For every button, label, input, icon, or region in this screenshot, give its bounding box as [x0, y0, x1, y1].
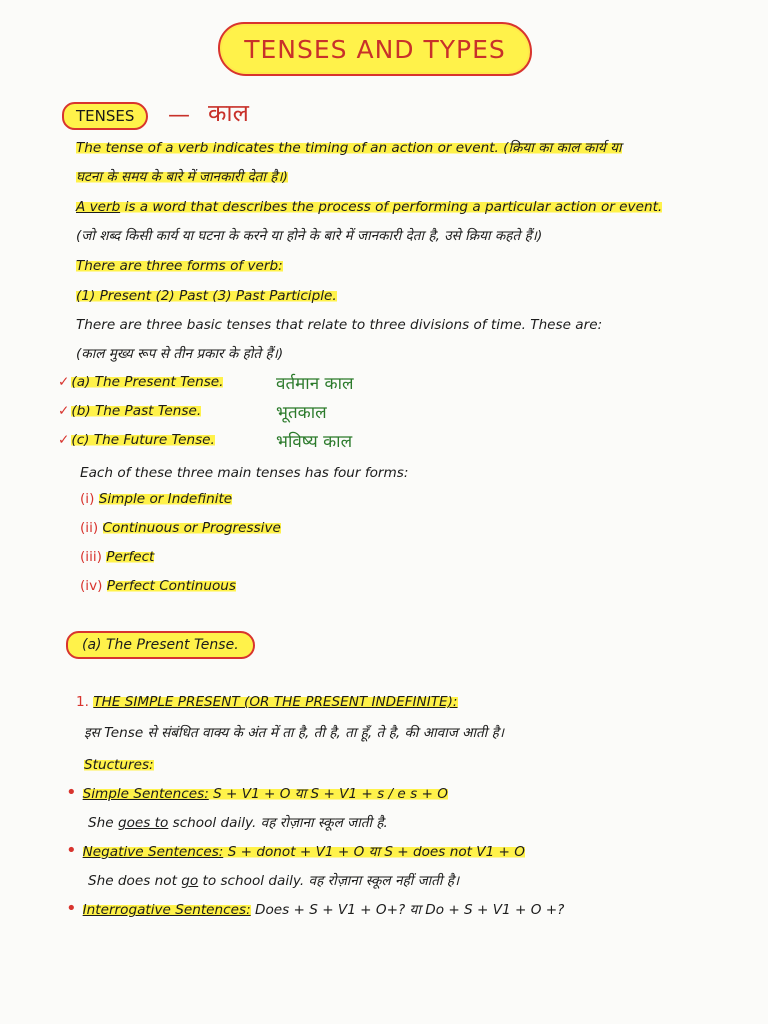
verb-definition-line-2: (जो शब्द किसी कार्य या घटना के करने या होने के बारे में जानकारी देता है, उसे क्रिया कहते हैं।) — [76, 228, 543, 244]
simple-present-hindi: इस Tense से संबंधित वाक्य के अंत में ता है, ती है, ता हूँ, ते है, की आवाज आती है। — [84, 725, 504, 741]
tenses-heading: TENSES — [62, 102, 148, 130]
tense-item-present: ✓ (a) The Present Tense. — [58, 374, 224, 390]
simple-present-heading: 1. THE SIMPLE PRESENT (OR THE PRESENT INDEFINITE): — [76, 694, 458, 710]
tense-item-future: ✓ (c) The Future Tense. — [58, 432, 215, 448]
basic-tenses-line: There are three basic tenses that relate to three divisions of time. These are: — [76, 317, 603, 333]
tense-hindi-present: वर्तमान काल — [276, 374, 354, 394]
form-item-perfect-continuous: (iv) Perfect Continuous — [80, 578, 236, 594]
interrogative-sentences-row: • Interrogative Sentences: Does + S + V1 + O+? या Do + S + V1 + O +? — [66, 898, 565, 919]
tenses-hindi: काल — [208, 99, 249, 127]
forms-heading: Each of these three main tenses has four forms: — [80, 465, 409, 481]
structures-label: Stuctures: — [84, 757, 154, 773]
example-simple: She goes to school daily. वह रोज़ाना स्कूल जाती है. — [88, 815, 388, 831]
tense-hindi-past: भूतकाल — [276, 403, 327, 423]
tense-hindi-future: भविष्य काल — [276, 432, 353, 452]
form-item-continuous: (ii) Continuous or Progressive — [80, 520, 281, 536]
example-negative: She does not go to school daily. वह रोज़ाना स्कूल नहीं जाती है। — [88, 873, 460, 889]
present-tense-heading: (a) The Present Tense. — [66, 631, 255, 659]
definition-line-2: घटना के समय के बारे में जानकारी देता है।) — [76, 169, 288, 185]
check-icon: ✓ — [58, 403, 70, 419]
verb-definition-line-1: A verb is a word that describes the process of performing a particular action or event. — [76, 199, 663, 215]
forms-list: (1) Present (2) Past (3) Past Participle. — [76, 288, 337, 304]
page-title: TENSES AND TYPES — [244, 34, 506, 64]
bullet-icon: • — [66, 840, 77, 861]
forms-intro: There are three forms of verb: — [76, 258, 283, 274]
heading-dash: — — [168, 103, 190, 128]
definition-line-1: The tense of a verb indicates the timing of an action or event. (क्रिया का काल कार्य या — [76, 140, 622, 156]
check-icon: ✓ — [58, 374, 70, 390]
bullet-icon: • — [66, 782, 77, 803]
tense-item-past: ✓ (b) The Past Tense. — [58, 403, 202, 419]
form-item-simple: (i) Simple or Indefinite — [80, 491, 233, 507]
negative-sentences-row: • Negative Sentences: S + donot + V1 + O या S + does not V1 + O — [66, 840, 525, 861]
form-item-perfect: (iii) Perfect — [80, 549, 155, 565]
bullet-icon: • — [66, 898, 77, 919]
verb-term: A verb — [76, 199, 121, 215]
title-banner — [218, 22, 532, 76]
basic-tenses-hindi: (काल मुख्य रूप से तीन प्रकार के होते हैं।) — [76, 346, 284, 362]
check-icon: ✓ — [58, 432, 70, 448]
simple-sentences-row: • Simple Sentences: S + V1 + O या S + V1 + s / e s + O — [66, 782, 448, 803]
